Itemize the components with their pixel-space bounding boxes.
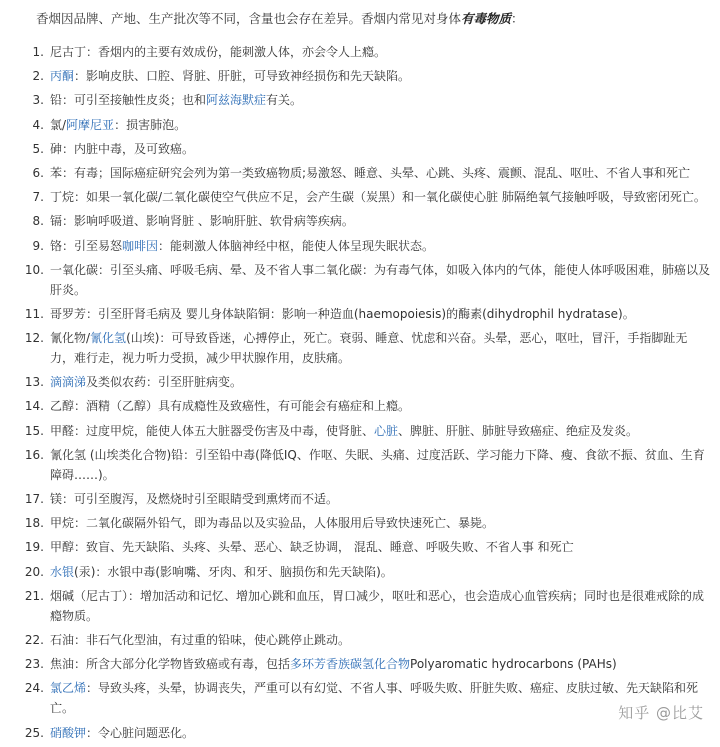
list-item-segment: 铬：引至易怒 — [50, 238, 123, 253]
list-item-number: 20. — [24, 564, 44, 579]
list-item — [0, 236, 720, 256]
list-item-number: 17. — [24, 492, 44, 506]
list-item-number: 25. — [24, 725, 44, 740]
list-item-number: 4. — [32, 117, 44, 132]
list-item-text — [50, 445, 710, 485]
list-item-number: 15. — [24, 423, 44, 438]
list-item-segment: 镁：可引至腹泻，及燃烧时引至眼睛受到熏烤而不适。 — [50, 492, 339, 506]
list-item-segment: 有关。 — [266, 93, 303, 108]
intro-text: 香烟因品牌、产地、生产批次等不同，含量也会存在差异。香烟内常见对身体 — [36, 11, 462, 26]
list-item-segment: 焦油：所含大部分化学物皆致癌或有毒，包括 — [50, 657, 291, 672]
list-item — [0, 396, 720, 416]
list-item-number: 10. — [24, 262, 44, 277]
list-item — [0, 66, 720, 86]
list-item-number: 24. — [24, 681, 44, 696]
list-item-number: 14. — [24, 399, 44, 414]
list-item-number: 1. — [32, 45, 44, 59]
list-item-text — [50, 489, 710, 509]
list-item-number: 13. — [24, 375, 44, 390]
list-item-segment: 甲醇：致盲、先天缺陷、头疼、头晕、恶心、缺乏协调， 混乱、睡意、呼吸失败、不省人事 和死亡 — [50, 540, 574, 555]
list-item-text — [50, 163, 710, 183]
list-item — [0, 328, 720, 368]
list-item-number: 18. — [24, 516, 44, 531]
list-item-number: 11. — [24, 306, 44, 321]
list-item-text — [50, 723, 710, 743]
term-link[interactable]: 氰化氢 — [90, 331, 127, 346]
list-item — [0, 115, 720, 135]
list-item-text — [50, 90, 710, 110]
list-item-text — [50, 537, 710, 557]
list-item-number: 12. — [24, 331, 44, 346]
list-item-segment: (汞)：水银中毒(影响嘴、牙肉、和牙、脑损伤和先天缺陷)。 — [74, 564, 393, 579]
list-item-segment: 哥罗芳：引至肝肾毛病及 婴儿身体缺陷铜：影响一种造血(haemopoiesis)的酶素(dihydrophil hydratase)。 — [50, 306, 635, 321]
list-item-segment: ：令心脏问题恶化。 — [86, 725, 195, 740]
term-link[interactable]: 硝酸钾 — [50, 725, 87, 740]
list-item-segment: ：能刺激人体脑神经中枢，能使人体呈现失眠状态。 — [158, 238, 435, 253]
list-item-number: 3. — [32, 93, 44, 108]
list-item-text — [50, 630, 710, 650]
list-item-segment: 、脾脏、肝脏、肺脏导致癌症、绝症及发炎。 — [398, 423, 639, 438]
list-item-number: 9. — [32, 238, 44, 253]
list-item-segment: 氰化氢 (山埃类化合物)铅：引至铅中毒(降低IQ、作呕、失眠、头痛、过度活跃、学习能力下降、瘦、食欲不振、贫血、生育障碍……)。 — [50, 447, 705, 482]
list-item-number: 16. — [24, 447, 44, 462]
list-item-number: 7. — [32, 190, 44, 205]
list-item-text — [50, 211, 710, 231]
list-item-number: 2. — [32, 69, 44, 84]
list-item-text — [50, 304, 710, 324]
term-link[interactable]: 心脏 — [374, 423, 399, 438]
term-link[interactable]: 阿摩尼亚 — [66, 117, 115, 132]
list-item-segment: 砷：内脏中毒，及可致癌。 — [50, 141, 195, 156]
list-item-segment: ：导致头疼，头晕，协调丧失，严重可以有幻觉、不省人事、呼吸失败、肝脏失败、癌症、皮肤过敏、先天缺陷和死亡。 — [50, 681, 699, 716]
list-item — [0, 513, 720, 533]
list-item-segment: 烟碱（尼古丁）：增加活动和记忆、增加心跳和血压，胃口减少，呕吐和恶心，也会造成心血管疾病；同时也是很难戒除的成瘾物质。 — [50, 588, 705, 623]
term-link[interactable]: 氯乙烯 — [50, 681, 87, 696]
toxin-list — [0, 42, 720, 747]
term-link[interactable]: 丙酮 — [50, 69, 75, 84]
list-item-number: 23. — [24, 657, 44, 672]
list-item — [0, 42, 720, 62]
list-item-text — [50, 115, 710, 135]
list-item — [0, 723, 720, 743]
term-link[interactable]: 水银 — [50, 564, 75, 579]
list-item-text — [50, 260, 710, 300]
list-item-number: 6. — [32, 165, 44, 180]
list-item-segment: 苯：有毒；国际癌症研究会列为第一类致癌物质;易激怒、睡意、头晕、心跳、头疼、震颤、混乱、呕吐、不省人事和死亡 — [50, 165, 691, 180]
list-item — [0, 421, 720, 441]
list-item-segment: (山埃)：可导致昏迷，心搏停止，死亡。衰弱、睡意、忧虑和兴奋。头晕，恶心，呕吐，冒汗，手指脚趾无力，难行走，视力听力受损，减少甲状腺作用，皮肤痛。 — [50, 331, 688, 366]
list-item-segment: ：影响皮肤、口腔、肾脏、肝脏，可导致神经损伤和先天缺陷。 — [74, 69, 411, 84]
term-link[interactable]: 阿兹海默症 — [206, 93, 267, 108]
list-item — [0, 654, 720, 674]
list-item-number: 8. — [32, 214, 44, 229]
list-item-text — [50, 236, 710, 256]
list-item-segment: 尼古丁：香烟内的主要有效成份，能刺激人体，亦会令人上瘾。 — [50, 45, 387, 59]
list-item — [0, 304, 720, 324]
list-item-text — [50, 562, 710, 582]
intro-paragraph — [36, 10, 706, 28]
list-item-segment: ：损害肺泡。 — [114, 117, 187, 132]
list-item-text — [50, 396, 710, 416]
list-item — [0, 630, 720, 650]
list-item-text — [50, 586, 710, 626]
list-item-number: 19. — [24, 540, 44, 555]
list-item-segment: 石油：非石气化型油，有过重的铅味，使心跳停止跳动。 — [50, 632, 351, 647]
list-item-segment: 丁烷：如果一氧化碳/二氧化碳使空气供应不足，会产生碳（炭黑）和一氧化碳使心脏 肺隔绝氧气接触呼吸，导致密闭死亡。 — [50, 190, 706, 205]
list-item — [0, 445, 720, 485]
list-item-text — [50, 139, 710, 159]
term-link[interactable]: 多环芳香族碳氢化合物 — [290, 657, 411, 672]
list-item-text — [50, 421, 710, 441]
intro-end: ： — [511, 11, 524, 26]
list-item — [0, 537, 720, 557]
list-item-text — [50, 66, 710, 86]
list-item — [0, 187, 720, 207]
list-item-segment: 甲烷：二氧化碳隔外铅气，即为毒品以及实验品，人体服用后导致快速死亡、暴毙。 — [50, 516, 495, 531]
list-item-text — [50, 513, 710, 533]
list-item-segment: 一氧化碳：引至头痛、呼吸毛病、晕、及不省人事二氧化碳：为有毒气体，如吸入体内的气体，能使人体呼吸困难，肺癌以及肝炎。 — [50, 262, 711, 297]
term-link[interactable]: 咖啡因 — [122, 238, 159, 253]
list-item — [0, 562, 720, 582]
list-item-text — [50, 654, 710, 674]
list-item-segment: 甲醛：过度甲烷，能使人体五大脏器受伤害及中毒，使肾脏、 — [50, 423, 375, 438]
list-item-segment: 铅：可引至接触性皮炎；也和 — [50, 93, 207, 108]
list-item-number: 21. — [24, 588, 44, 603]
list-item-text — [50, 42, 710, 62]
list-item-segment: 氯/ — [50, 117, 67, 132]
intro-emphasis: 有毒物质 — [461, 11, 512, 26]
list-item-segment: 乙醇：酒精（乙醇）具有成瘾性及致癌性，有可能会有癌症和上瘾。 — [50, 399, 411, 414]
list-item-number: 22. — [24, 632, 44, 647]
list-item-segment: Polyaromatic hydrocarbons (PAHs) — [410, 657, 617, 672]
term-link[interactable]: 滴滴涕 — [50, 375, 87, 390]
list-item-text — [50, 678, 710, 718]
list-item-text — [50, 187, 710, 207]
list-item — [0, 139, 720, 159]
list-item-text — [50, 372, 710, 392]
list-item — [0, 90, 720, 110]
list-item-segment: 氰化物/ — [50, 331, 91, 346]
list-item — [0, 211, 720, 231]
list-item-segment: 及类似农药：引至肝脏病变。 — [86, 375, 243, 390]
list-item-number: 5. — [32, 141, 44, 156]
list-item-text — [50, 328, 710, 368]
list-item — [0, 163, 720, 183]
list-item — [0, 372, 720, 392]
list-item — [0, 260, 720, 300]
list-item — [0, 489, 720, 509]
list-item — [0, 586, 720, 626]
list-item — [0, 678, 720, 718]
zhihu-watermark: 知乎 @比艾 — [618, 704, 704, 722]
list-item-segment: 镉：影响呼吸道、影响肾脏 、影响肝脏、软骨病等疾病。 — [50, 214, 354, 229]
